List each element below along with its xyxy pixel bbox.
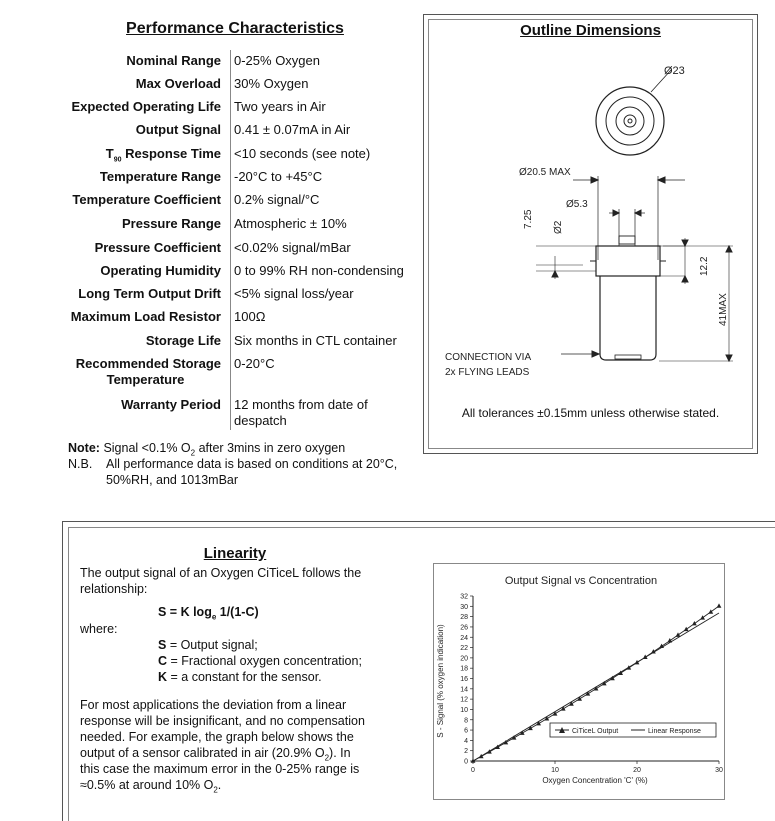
- spec-label: Long Term Output Drift: [78, 286, 221, 301]
- outline-drawing: [423, 14, 758, 404]
- spec-label: Pressure Range: [122, 216, 221, 231]
- data-point: [700, 615, 705, 619]
- spec-value: [234, 397, 424, 429]
- spec-label: [40, 356, 221, 388]
- spec-value: -20°C to +45°C: [234, 169, 323, 184]
- where-label: where:: [80, 622, 118, 636]
- linearity-title: Linearity: [203, 545, 267, 562]
- definition-k: [158, 669, 322, 685]
- spec-label: Pressure Coefficient: [94, 240, 221, 255]
- formula-part-b: 1/(1-C): [216, 605, 259, 619]
- spec-value: 30% Oxygen: [234, 76, 309, 91]
- dim-d20-5: Ø20.5 MAX: [519, 167, 571, 178]
- spec-label: [40, 146, 221, 169]
- data-point: [684, 627, 689, 631]
- intro-line-2: relationship:: [80, 582, 148, 596]
- y-tick-label: 2: [464, 748, 468, 756]
- para-line-3: needed. For example, the graph below shows the: [80, 730, 354, 744]
- para-6a: ≈0.5% at around 10% O: [80, 778, 214, 792]
- y-tick-label: 8: [464, 717, 468, 725]
- spec-label-rest: Response Time: [121, 146, 221, 161]
- intro-line-1: The output signal of an Oxygen CiTiceL follows the: [80, 566, 362, 580]
- def-s-text: = Output signal;: [166, 638, 258, 652]
- para-line-1: For most applications the deviation from a linear: [80, 698, 347, 712]
- y-tick-label: 22: [460, 645, 468, 653]
- spec-value-line-2: despatch: [234, 413, 287, 428]
- x-tick-label: 0: [471, 767, 475, 774]
- note-text-end: after 3mins in zero oxygen: [195, 441, 346, 455]
- y-tick-label: 4: [464, 737, 468, 745]
- def-c-key: C: [158, 654, 168, 668]
- series-line-citicel-output: [473, 606, 719, 761]
- spec-label: Max Overload: [135, 76, 221, 91]
- note-text: Signal <0.1% O: [103, 441, 191, 455]
- y-tick-label: 12: [460, 696, 468, 704]
- outline-title: Outline Dimensions: [520, 22, 661, 39]
- legend-label-citicel: CiTiceL Output: [572, 728, 619, 735]
- chart-title: Output Signal vs Concentration: [504, 575, 658, 587]
- spec-label: Warranty Period: [121, 397, 221, 412]
- y-tick-label: 20: [460, 655, 468, 663]
- dim-d2: Ø2: [553, 220, 564, 234]
- output-signal-chart: [433, 563, 725, 800]
- y-tick-label: 6: [464, 727, 468, 735]
- top-view: [596, 70, 671, 155]
- formula-part-a: S = K log: [158, 605, 212, 619]
- para-line-6: [80, 777, 221, 799]
- data-point: [717, 603, 722, 607]
- nb-line: [68, 457, 398, 472]
- y-tick-label: 26: [460, 624, 468, 632]
- nb-text-1: All performance data is based on conditions at 20°C,: [106, 457, 398, 471]
- spec-value: <0.02% signal/mBar: [234, 240, 351, 255]
- tolerance-note: All tolerances ±0.15mm unless otherwise stated.: [461, 406, 720, 420]
- y-tick-label: 10: [460, 706, 468, 714]
- para-4-sub: 2: [324, 753, 330, 763]
- definition-s: [158, 637, 258, 653]
- x-tick-label: 30: [715, 767, 723, 774]
- y-tick-label: 30: [460, 603, 468, 611]
- y-tick-label: 14: [460, 686, 468, 694]
- spec-value: 0-20°C: [234, 356, 275, 371]
- y-tick-label: 24: [460, 634, 468, 642]
- dim-12-2: 12.2: [699, 256, 710, 276]
- dim-7-25: 7.25: [523, 209, 534, 229]
- data-point: [692, 621, 697, 625]
- spec-value: 0-25% Oxygen: [234, 53, 320, 68]
- para-line-5: this case the maximum error in the 0-25% range is: [80, 762, 360, 776]
- spec-value: 0 to 99% RH non-condensing: [234, 263, 404, 278]
- definition-c: [158, 653, 362, 669]
- spec-label: Output Signal: [135, 122, 221, 137]
- formula: [158, 604, 259, 626]
- dim-41-max: 41MAX: [718, 293, 729, 326]
- spec-label: Nominal Range: [126, 53, 221, 68]
- spec-value: 0.2% signal/°C: [234, 192, 320, 207]
- note-label: Note:: [68, 441, 100, 455]
- spec-label-subscript: 90: [113, 156, 122, 164]
- para-6-sub: 2: [213, 785, 218, 795]
- y-tick-label: 32: [460, 593, 468, 601]
- y-tick-label: 18: [460, 665, 468, 673]
- performance-title: Performance Characteristics: [126, 20, 344, 37]
- y-tick-label: 0: [464, 758, 468, 766]
- connection-label-1: CONNECTION VIA: [445, 352, 532, 363]
- spec-value: 0.41 ± 0.07mA in Air: [234, 122, 351, 137]
- spec-label-main: T: [105, 146, 114, 161]
- spec-value-line-1: 12 months from date of: [234, 397, 368, 412]
- formula-subscript: e: [211, 612, 217, 622]
- spec-value: Two years in Air: [234, 99, 326, 114]
- data-point: [708, 609, 713, 613]
- spec-label: Operating Humidity: [100, 263, 221, 278]
- spec-value: Six months in CTL container: [234, 333, 397, 348]
- connection-label-2: 2x FLYING LEADS: [445, 367, 530, 378]
- para-6b: .: [217, 778, 222, 792]
- dim-d23: Ø23: [664, 65, 685, 77]
- para-4a: output of a sensor calibrated in air (20.9% O: [80, 746, 325, 760]
- series-line-linear-response: [473, 613, 719, 761]
- spec-label: Temperature Range: [99, 169, 221, 184]
- para-4b: ). In: [329, 746, 351, 760]
- table-divider: [230, 50, 231, 430]
- para-line-2: response will be insignificant, and no compensation: [80, 714, 365, 728]
- chart-y-label: S - Signal (% oxygen indication): [436, 624, 445, 738]
- spec-value: 100Ω: [234, 309, 266, 324]
- x-tick-label: 10: [551, 767, 559, 774]
- nb-text-2: 50%RH, and 1013mBar: [106, 473, 239, 487]
- spec-value: <10 seconds (see note): [234, 146, 371, 161]
- def-k-text: = a constant for the sensor.: [167, 670, 322, 684]
- spec-label-line-2: Temperature: [106, 372, 185, 387]
- spec-label-line-1: Recommended Storage: [75, 356, 221, 371]
- chart-x-label: Oxygen Concentration 'C' (%): [542, 776, 648, 785]
- y-tick-label: 28: [460, 614, 468, 622]
- def-k-key: K: [158, 670, 168, 684]
- x-tick-label: 20: [633, 767, 641, 774]
- chart-ticks: [460, 594, 723, 775]
- nb-label: N.B.: [68, 457, 93, 471]
- spec-label: Temperature Coefficient: [72, 192, 221, 207]
- spec-label: Maximum Load Resistor: [70, 309, 221, 324]
- note-subscript: 2: [190, 448, 196, 458]
- chart-series: [471, 603, 722, 762]
- spec-value: Atmospheric ± 10%: [234, 216, 347, 231]
- def-s-key: S: [158, 638, 167, 652]
- y-tick-label: 16: [460, 676, 468, 683]
- spec-value: <5% signal loss/year: [234, 286, 354, 301]
- dim-d5-3: Ø5.3: [566, 199, 588, 210]
- spec-label: Storage Life: [145, 333, 221, 348]
- chart-legend: [550, 723, 716, 737]
- legend-label-linear: Linear Response: [648, 728, 701, 735]
- def-c-text: = Fractional oxygen concentration;: [167, 654, 362, 668]
- spec-label: Expected Operating Life: [71, 99, 221, 114]
